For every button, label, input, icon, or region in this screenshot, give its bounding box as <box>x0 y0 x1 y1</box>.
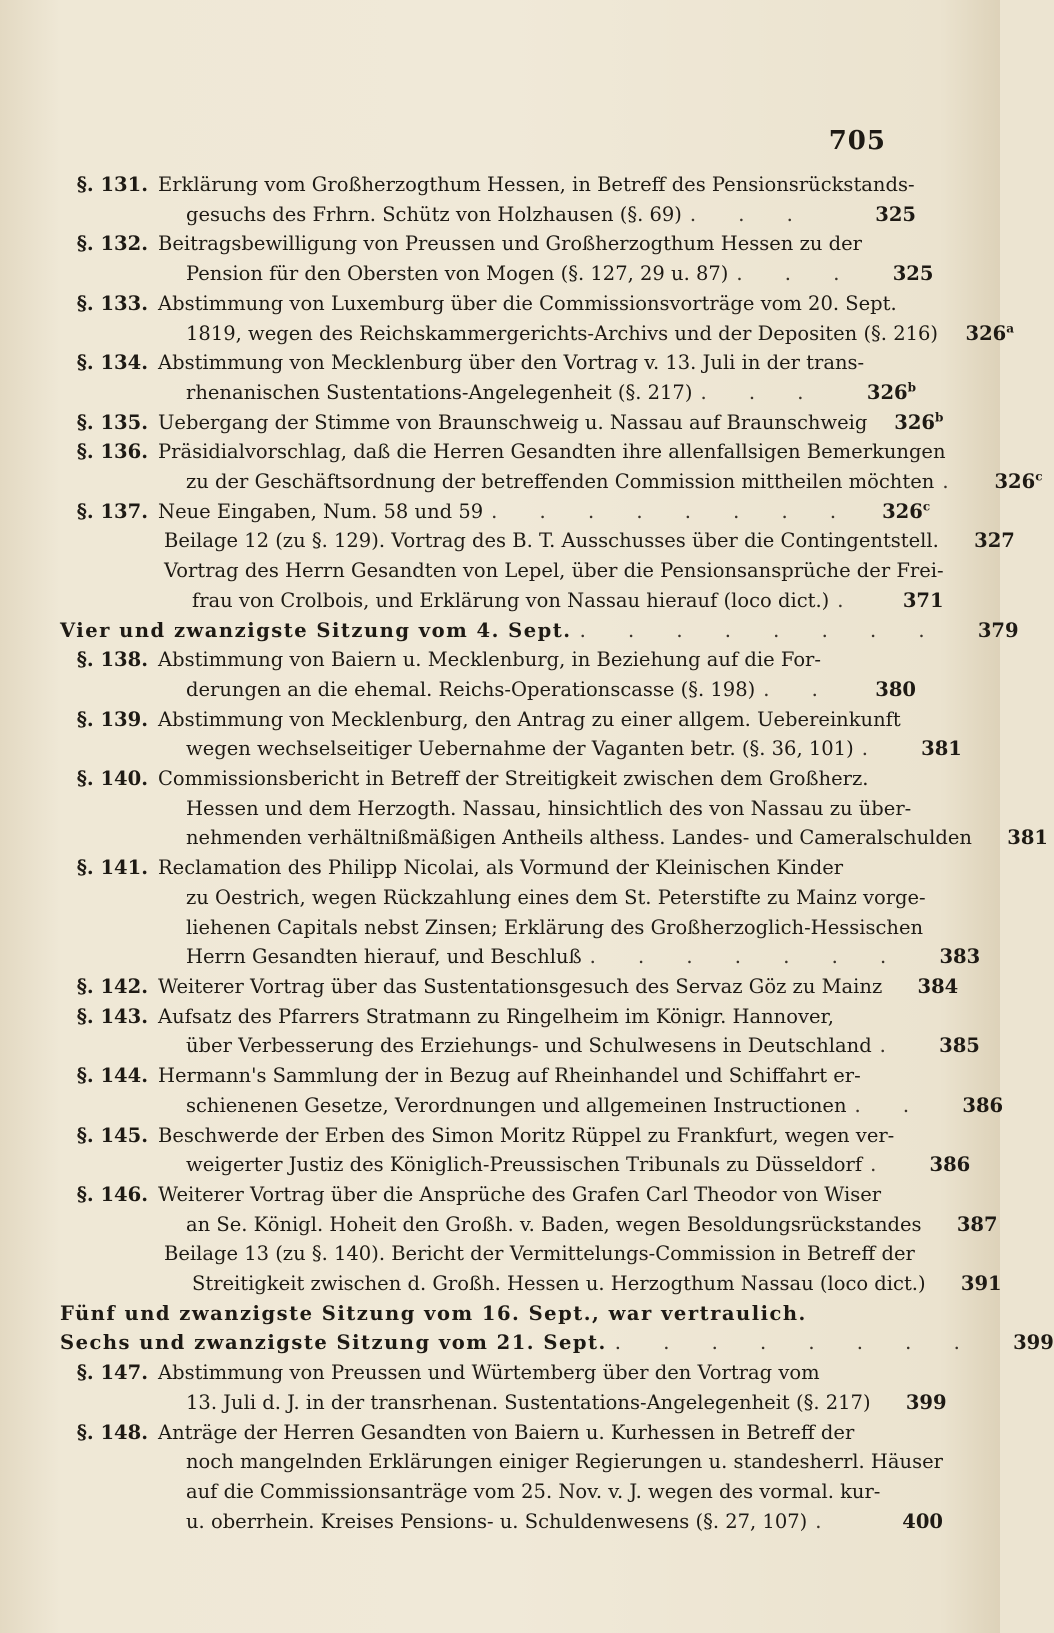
toc-entry <box>60 1002 980 1061</box>
page-reference-number: 386 <box>962 1093 1004 1117</box>
entry-line <box>164 1269 1002 1299</box>
toc-entry <box>60 645 916 704</box>
entry-text <box>158 1121 970 1180</box>
session-heading <box>60 1299 916 1329</box>
leader-dots: . . . . . . . . <box>579 618 943 642</box>
entry-line <box>158 1121 970 1151</box>
page-reference <box>939 526 1015 556</box>
page-reference-number: 326 <box>965 321 1007 345</box>
page-reference-suffix: b <box>935 410 944 425</box>
toc-entry <box>60 1180 998 1239</box>
toc-entry <box>60 497 931 527</box>
page-reference-number: 326 <box>882 499 923 523</box>
page-reference <box>927 1091 1003 1121</box>
entry-line <box>60 616 1019 646</box>
section-number: §. 141. <box>76 856 148 880</box>
entry-text <box>158 289 1014 348</box>
toc-entry <box>60 348 916 407</box>
entry-text <box>164 526 1015 556</box>
section-number: §. 136. <box>76 440 148 464</box>
page-reference <box>894 1150 970 1180</box>
page-reference-number: 371 <box>902 588 944 612</box>
entry-line-text: Abstimmung von Luxemburg über die Commissionsvorträge vom 20. Sept. <box>158 291 897 315</box>
page-reference-number: 380 <box>875 677 916 701</box>
leader-dots: . . . <box>689 202 811 226</box>
section-number: §. 147. <box>76 1361 148 1385</box>
entry-line-text: Weiterer Vortrag über die Ansprüche des Grafen Carl Theodor von Wiser <box>158 1182 882 1206</box>
session-heading <box>60 616 1019 646</box>
section-number: §. 146. <box>76 1182 148 1206</box>
page-reference-number: 325 <box>892 262 934 286</box>
page-reference <box>943 616 1019 646</box>
entry-text <box>158 764 1048 853</box>
entry-line-text: Fünf und zwanzigste Sitzung vom 16. Sept., war vertraulich. <box>60 1301 807 1325</box>
entry-text <box>158 229 933 288</box>
section-number: §. 137. <box>76 499 148 523</box>
page-reference <box>938 319 1014 349</box>
entry-line-text: Hermann's Sammlung der in Bezug auf Rheinhandel und Schiffahrt er- <box>158 1064 861 1088</box>
entry-line <box>60 1328 1054 1358</box>
entry-line <box>158 1447 943 1477</box>
entry-line-text: u. oberrhein. Kreises Pensions- u. Schuldenwesens (§. 27, 107) <box>186 1509 808 1533</box>
entry-line <box>158 1477 943 1507</box>
entry-text <box>158 1418 943 1537</box>
entry-line <box>158 289 1014 319</box>
entry-line <box>164 556 944 586</box>
entry-line-text: Beilage 12 (zu §. 129). Vortrag des B. T. Ausschusses über die Contingentstell. <box>164 529 939 553</box>
entry-text <box>158 705 962 764</box>
entry-line-text: gesuchs des Frhrn. Schütz von Holzhausen (§. 69) <box>186 202 682 226</box>
page-reference-number: 385 <box>939 1034 980 1058</box>
entry-line-text: schienenen Gesetze, Verordnungen und allgemeinen Instructionen <box>186 1093 847 1117</box>
entry-line <box>158 229 933 259</box>
entry-line-text: Abstimmung von Mecklenburg, den Antrag zu einer allgem. Uebereinkunft <box>158 707 901 731</box>
toc-entry <box>60 853 981 972</box>
page-reference-number: 384 <box>917 974 959 998</box>
page-reference-suffix: c <box>1035 469 1043 484</box>
toc-entry <box>60 556 944 615</box>
page-reference <box>854 497 930 527</box>
leader-dots: . . <box>854 1093 928 1117</box>
toc-entry <box>60 170 916 229</box>
toc-entry <box>60 1061 1004 1120</box>
entry-text <box>158 853 980 972</box>
section-number: §. 140. <box>76 767 148 791</box>
entry-line <box>158 467 1043 497</box>
entry-line <box>158 378 916 408</box>
leader-dots: . . . <box>736 262 858 286</box>
leader-dots: . <box>815 1509 840 1533</box>
toc-entry <box>60 764 1048 853</box>
entry-line <box>158 1091 1003 1121</box>
leader-dots: . <box>837 588 862 612</box>
entry-line <box>158 200 916 230</box>
page-reference-number: 327 <box>974 529 1015 553</box>
page-reference <box>978 1328 1054 1358</box>
page-reference <box>882 972 958 1002</box>
page-reference <box>868 586 944 616</box>
entry-line-text: Aufsatz des Pfarrers Stratmann zu Ringelheim im Königr. Hannover, <box>158 1004 834 1028</box>
entry-text <box>164 556 944 615</box>
entry-line-text: Herrn Gesandten hierauf, und Beschluß <box>186 945 582 969</box>
entry-line-text: derungen an die ehemal. Reichs-Operationscasse (§. 198) <box>186 677 756 701</box>
entry-line <box>158 853 980 883</box>
entry-text <box>158 497 930 527</box>
entry-line-text: zu Oestrich, wegen Rückzahlung eines dem St. Peterstifte zu Mainz vorge- <box>186 885 926 909</box>
toc-entry <box>60 408 944 438</box>
entry-text <box>60 616 1019 646</box>
page-reference <box>840 200 916 230</box>
toc-entry <box>60 972 959 1002</box>
entry-line-text: Abstimmung von Preussen und Würtemberg über den Vortrag vom <box>158 1361 820 1385</box>
entry-line-text: Erklärung vom Großherzogthum Hessen, in Betreff des Pensionsrückstands- <box>158 173 915 196</box>
entry-line-text: an Se. Königl. Hoheit den Großh. v. Baden, wegen Besoldungsrückstandes <box>186 1212 922 1236</box>
toc-entry <box>60 1239 1002 1298</box>
entry-line-text: liehenen Capitals nebst Zinsen; Erklärung des Großherzoglich-Hessischen <box>186 915 924 939</box>
entry-text <box>158 348 916 407</box>
entry-text <box>60 1328 1054 1358</box>
page-reference <box>857 259 933 289</box>
toc-entry <box>60 1121 971 1180</box>
page-reference <box>871 1388 947 1418</box>
leader-dots: . . . <box>700 380 822 404</box>
page-reference <box>922 1210 998 1240</box>
section-number: §. 135. <box>76 410 148 434</box>
entry-line <box>158 972 958 1002</box>
leader-dots: . <box>861 737 886 761</box>
entry-text <box>164 1239 1002 1298</box>
entry-line-text: Pension für den Obersten von Mogen (§. 127, 29 u. 87) <box>186 262 729 286</box>
entry-line-text: Weiterer Vortrag über das Sustentationsgesuch des Servaz Göz zu Mainz <box>158 974 883 998</box>
section-number: §. 142. <box>76 974 148 998</box>
page-reference <box>972 823 1048 853</box>
entry-line-text: Anträge der Herren Gesandten von Baiern u. Kurhessen in Betreff der <box>158 1420 855 1444</box>
entry-line-text: Abstimmung von Mecklenburg über den Vortrag v. 13. Juli in der trans- <box>158 351 865 375</box>
entry-line-text: Vier und zwanzigste Sitzung vom 4. Sept. <box>60 618 572 642</box>
section-number: §. 134. <box>76 351 148 375</box>
entry-line-text: rhenanischen Sustentations-Angelegenheit (§. 217) <box>186 380 693 404</box>
entry-line-text: 13. Juli d. J. in der transrhenan. Sustentations-Angelegenheit (§. 217) <box>186 1390 871 1414</box>
entry-line <box>158 1507 943 1537</box>
entry-line-text: Beitragsbewilligung von Preussen und Großherzogthum Hessen zu der <box>158 232 862 256</box>
entry-line <box>158 1002 980 1032</box>
entry-line-text: zu der Geschäftsordnung der betreffenden Commission mittheilen möchten <box>186 470 935 494</box>
page-reference-number: 391 <box>960 1272 1002 1296</box>
table-of-contents <box>60 170 1054 1536</box>
entry-text <box>60 1299 916 1329</box>
toc-entry <box>60 1358 947 1417</box>
page-reference <box>904 1031 980 1061</box>
entry-line-text: Sechs und zwanzigste Sitzung vom 21. Sept. <box>60 1331 607 1355</box>
page-reference-number: 386 <box>929 1153 971 1177</box>
entry-text <box>158 1358 947 1417</box>
entry-line-text: Neue Eingaben, Num. 58 und 59 <box>158 499 484 523</box>
entry-line-text: nehmenden verhältnißmäßigen Antheils althess. Landes- und Cameralschulden <box>186 826 972 850</box>
page-reference-number: 387 <box>956 1212 998 1236</box>
entry-text <box>158 408 943 438</box>
leader-dots: . . . . . . . . <box>614 1331 978 1355</box>
page-reference-number: 379 <box>977 618 1019 642</box>
entry-line <box>158 823 1048 853</box>
entry-line-text: Abstimmung von Baiern u. Mecklenburg, in Beziehung auf die For- <box>158 648 821 672</box>
entry-line <box>158 1061 1003 1091</box>
entry-line-text: Uebergang der Stimme von Braunschweig u. Nassau auf Braunschweig <box>158 410 868 434</box>
entry-line-text: noch mangelnden Erklärungen einiger Regierungen u. standesherrl. Häuser <box>186 1450 943 1474</box>
entry-line-text: Commissionsbericht in Betreff der Streitigkeit zwischen dem Großherz. <box>158 767 869 791</box>
toc-entry <box>60 1418 943 1537</box>
entry-line <box>158 705 962 735</box>
page-reference-number: 400 <box>902 1509 943 1533</box>
entry-text <box>158 645 916 704</box>
entry-line-text: Präsidialvorschlag, daß die Herren Gesandten ihre allenfallsigen Bemerkungen <box>158 440 946 464</box>
toc-entry <box>60 289 1015 348</box>
entry-line <box>164 526 1015 556</box>
page-reference-number: 383 <box>939 945 981 969</box>
page-reference-number: 381 <box>921 737 962 761</box>
leader-dots: . <box>942 470 967 494</box>
leader-dots: . . . . . . . . <box>491 499 855 523</box>
section-number: §. 131. <box>76 173 148 196</box>
entry-line-text: frau von Crolbois, und Erklärung von Nassau hierauf (loco dict.) <box>192 588 830 612</box>
entry-line-text: Hessen und dem Herzogth. Nassau, hinsichtlich des von Nassau zu über- <box>186 796 912 820</box>
entry-line-text: wegen wechselseitiger Uebernahme der Vaganten betr. (§. 36, 101) <box>186 737 854 761</box>
entry-line <box>158 1418 943 1448</box>
page-reference-number: 326 <box>894 410 935 434</box>
entry-line-text: Streitigkeit zwischen d. Großh. Hessen u. Herzogthum Nassau (loco dict.) <box>192 1272 926 1296</box>
entry-line-text: 1819, wegen des Reichskammergerichts-Archivs und der Depositen (§. 216) <box>186 321 939 345</box>
page-reference <box>926 1269 1002 1299</box>
section-number: §. 138. <box>76 648 148 672</box>
entry-line <box>158 437 1043 467</box>
session-heading <box>60 1328 1054 1358</box>
entry-line-text: Reclamation des Philipp Nicolai, als Vormund der Kleinischen Kinder <box>158 856 844 880</box>
entry-line <box>158 913 980 943</box>
entry-line <box>164 1239 1002 1269</box>
page-reference <box>867 408 943 438</box>
entry-text <box>158 972 958 1002</box>
entry-line-text: Beilage 13 (zu §. 140). Bericht der Vermittelungs-Commission in Betreff der <box>164 1242 915 1266</box>
section-number: §. 132. <box>76 232 148 256</box>
leader-dots: . <box>870 1153 895 1177</box>
leader-dots: . <box>879 1034 904 1058</box>
page-number: 705 <box>828 126 886 156</box>
entry-line <box>158 348 916 378</box>
entry-line <box>158 1180 998 1210</box>
entry-text <box>158 170 916 229</box>
section-number: §. 148. <box>76 1420 148 1444</box>
entry-line <box>158 883 980 913</box>
entry-text <box>158 437 1043 496</box>
entry-line-text: über Verbesserung des Erziehungs- und Schulwesens in Deutschland <box>186 1034 872 1058</box>
leader-dots: . . . . . . . <box>589 945 905 969</box>
entry-line <box>158 170 916 200</box>
entry-line <box>158 1358 947 1388</box>
page-reference-number: 399 <box>1013 1331 1054 1355</box>
page-reference-suffix: b <box>907 380 916 395</box>
page-reference-number: 381 <box>1007 826 1048 850</box>
page-reference <box>904 942 980 972</box>
entry-line <box>158 942 980 972</box>
page-reference-suffix: c <box>922 499 931 514</box>
section-number: §. 133. <box>76 291 148 315</box>
entry-line <box>158 497 930 527</box>
section-number: §. 143. <box>76 1004 148 1028</box>
section-number: §. 144. <box>76 1064 148 1088</box>
entry-text <box>158 1061 1003 1120</box>
page-reference <box>840 378 916 408</box>
entry-line <box>158 764 1048 794</box>
entry-line <box>158 794 1048 824</box>
entry-line-text: Beschwerde der Erben des Simon Moritz Rüppel zu Frankfurt, wegen ver- <box>158 1123 895 1147</box>
toc-entry <box>60 229 934 288</box>
section-number: §. 145. <box>76 1123 148 1147</box>
page-reference <box>886 734 962 764</box>
page-reference-number: 325 <box>875 202 916 226</box>
toc-entry <box>60 705 962 764</box>
page-reference <box>840 675 916 705</box>
entry-line <box>158 408 943 438</box>
page-reference-number: 326 <box>866 380 908 404</box>
entry-line-text: auf die Commissionsanträge vom 25. Nov. v. J. wegen des vormal. kur- <box>186 1479 881 1503</box>
toc-entry <box>60 526 1015 556</box>
leader-dots: . . <box>763 677 836 701</box>
entry-line <box>158 734 962 764</box>
entry-line <box>164 586 944 616</box>
page-reference-suffix: a <box>1006 321 1015 336</box>
entry-text <box>158 1180 998 1239</box>
entry-line <box>158 1031 980 1061</box>
entry-line-text: weigerter Justiz des Königlich-Preussischen Tribunals zu Düsseldorf <box>186 1153 863 1177</box>
entry-text <box>158 1002 980 1061</box>
entry-line <box>158 1388 947 1418</box>
page-reference <box>867 1507 943 1537</box>
section-number: §. 139. <box>76 707 148 731</box>
entry-line <box>60 1299 916 1329</box>
page-reference-number: 326 <box>994 470 1036 494</box>
entry-line <box>158 259 933 289</box>
entry-line <box>158 1150 970 1180</box>
entry-line <box>158 645 916 675</box>
page-reference-number: 399 <box>905 1390 947 1414</box>
page-reference <box>967 467 1043 497</box>
entry-line <box>158 319 1014 349</box>
entry-line <box>158 675 916 705</box>
toc-entry <box>60 437 1043 496</box>
entry-line <box>158 1210 998 1240</box>
entry-line-text: Vortrag des Herrn Gesandten von Lepel, über die Pensionsansprüche der Frei- <box>164 559 944 583</box>
